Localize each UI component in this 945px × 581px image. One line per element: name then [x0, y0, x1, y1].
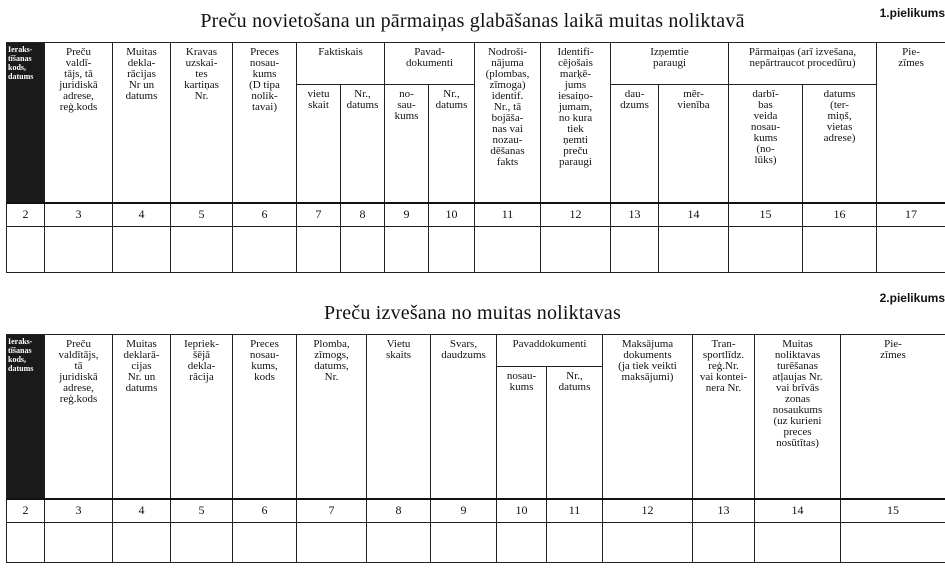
col-number: 7	[297, 499, 367, 523]
col-number: 5	[171, 203, 233, 227]
header-doc-name: no- sau- kums	[385, 85, 429, 203]
header-declaration: Muitas deklarā- cijas Nr. un datums	[113, 335, 171, 499]
col-number: 12	[603, 499, 693, 523]
col-number: 15	[729, 203, 803, 227]
col-number: 9	[431, 499, 497, 523]
entry-cell	[113, 522, 171, 562]
col-number: 16	[803, 203, 877, 227]
header-seal: Plomba, zīmogs, datums, Nr.	[297, 335, 367, 499]
col-number: 10	[497, 499, 547, 523]
entry-cell	[475, 226, 541, 272]
header-changes: Pārmaiņas (arī izvešana, nepārtraucot procedūru)	[729, 43, 877, 85]
col-number: 15	[841, 499, 945, 523]
header-doc-nr-date: Nr., datums	[429, 85, 475, 203]
col-number: 6	[233, 203, 297, 227]
header-permit: Muitas noliktavas turēšanas atļaujas Nr. vai brīvās zonas nosaukums (uz kurieni preces nosūtītas)	[755, 335, 841, 499]
col-number: 13	[611, 203, 659, 227]
entry-cell	[547, 522, 603, 562]
header-sample-qty: dau- dzums	[611, 85, 659, 203]
entry-cell	[693, 522, 755, 562]
header-remarks: Pie- zīmes	[841, 335, 945, 499]
header-doc-name: nosau- kums	[497, 367, 547, 499]
entry-cell	[233, 226, 297, 272]
col-number: 11	[475, 203, 541, 227]
entry-cell	[755, 522, 841, 562]
col-number: 7	[297, 203, 341, 227]
col-number: 10	[429, 203, 475, 227]
entry-cell	[611, 226, 659, 272]
header-doc-nr-date: Nr., datums	[547, 367, 603, 499]
header-seal: Nodroši- nājuma (plombas, zīmoga) identif. Nr., tā bojāša- nas vai nozau- dēšanas fakts	[475, 43, 541, 203]
col-number: 12	[541, 203, 611, 227]
entry-cell	[429, 226, 475, 272]
entry-cell	[659, 226, 729, 272]
entry-cell	[431, 522, 497, 562]
header-cargo-card: Kravas uzskai- tes kartiņas Nr.	[171, 43, 233, 203]
entry-cell	[171, 522, 233, 562]
col-number: 4	[113, 203, 171, 227]
entry-cell	[7, 226, 45, 272]
header-sample-unit: mēr- vienība	[659, 85, 729, 203]
entry-cell	[877, 226, 945, 272]
header-transport: Tran- sportlīdz. reģ.Nr. vai kontei- nera Nr.	[693, 335, 755, 499]
header-places-count: vietu skait	[297, 85, 341, 203]
entry-cell	[497, 522, 547, 562]
header-action-date: datums (ter- miņš, vietas adrese)	[803, 85, 877, 203]
header-places-count: Vietu skaits	[367, 335, 431, 499]
header-owner: Preču valdītājs, tā juridiskā adrese, reģ.kods	[45, 335, 113, 499]
entry-cell	[171, 226, 233, 272]
col-number: 8	[341, 203, 385, 227]
col-number: 2	[7, 203, 45, 227]
header-faktiskais: Faktiskais	[297, 43, 385, 85]
table1-title: Preču novietošana un pārmaiņas glabāšanas laikā muitas noliktavā	[200, 10, 745, 32]
header-declaration: Muitas dekla- rācijas Nr un datums	[113, 43, 171, 203]
removal-table	[6, 334, 945, 563]
entry-cell	[729, 226, 803, 272]
header-marking: Identifi- cējošais marķē- jums iesaiņo- jumam, no kura tiek ņemti preču paraugi	[541, 43, 611, 203]
entry-cell	[7, 522, 45, 562]
header-fakt-nr-date: Nr., datums	[341, 85, 385, 203]
col-number: 14	[659, 203, 729, 227]
annex-2-label: 2.pielikums	[879, 291, 945, 305]
entry-cell	[803, 226, 877, 272]
entry-cell	[603, 522, 693, 562]
table2-title: Preču izvešana no muitas noliktavas	[324, 302, 621, 324]
header-samples: Izņemtie paraugi	[611, 43, 729, 85]
col-number: 13	[693, 499, 755, 523]
header-pavad: Pavaddokumenti	[497, 335, 603, 367]
header-pavad: Pavad- dokumenti	[385, 43, 475, 85]
entry-cell	[297, 226, 341, 272]
col-number: 3	[45, 499, 113, 523]
entry-cell	[841, 522, 945, 562]
col-number: 14	[755, 499, 841, 523]
entry-cell	[541, 226, 611, 272]
header-goods-name: Preces nosau- kums, kods	[233, 335, 297, 499]
placement-table	[6, 42, 945, 273]
entry-cell	[45, 522, 113, 562]
header-payment: Maksājuma dokuments (ja tiek veikti maksājumi)	[603, 335, 693, 499]
col-number: 4	[113, 499, 171, 523]
annex-1-label: 1.pielikums	[879, 6, 945, 20]
header-action-name: darbī- bas veida nosau- kums (no- lūks)	[729, 85, 803, 203]
col-number: 8	[367, 499, 431, 523]
col-number: 17	[877, 203, 945, 227]
col-number: 5	[171, 499, 233, 523]
entry-cell	[45, 226, 113, 272]
col-number: 2	[7, 499, 45, 523]
header-goods-name: Preces nosau- kums (D tipa nolik- tavai)	[233, 43, 297, 203]
header-owner: Preču valdī- tājs, tā juridiskā adrese, reģ.kods	[45, 43, 113, 203]
header-remarks: Pie- zīmes	[877, 43, 945, 203]
col-number: 3	[45, 203, 113, 227]
entry-cell	[341, 226, 385, 272]
entry-cell	[297, 522, 367, 562]
header-prev-declaration: Iepriek- šējā dekla- rācija	[171, 335, 233, 499]
header-entry-code: Ieraks- tīšanas kods, datums	[7, 335, 45, 499]
col-number: 6	[233, 499, 297, 523]
entry-cell	[385, 226, 429, 272]
entry-cell	[367, 522, 431, 562]
col-number: 9	[385, 203, 429, 227]
entry-cell	[113, 226, 171, 272]
entry-cell	[233, 522, 297, 562]
header-entry-code: Ieraks- tīšanas kods, datums	[7, 43, 45, 203]
col-number: 11	[547, 499, 603, 523]
header-weight: Svars, daudzums	[431, 335, 497, 499]
